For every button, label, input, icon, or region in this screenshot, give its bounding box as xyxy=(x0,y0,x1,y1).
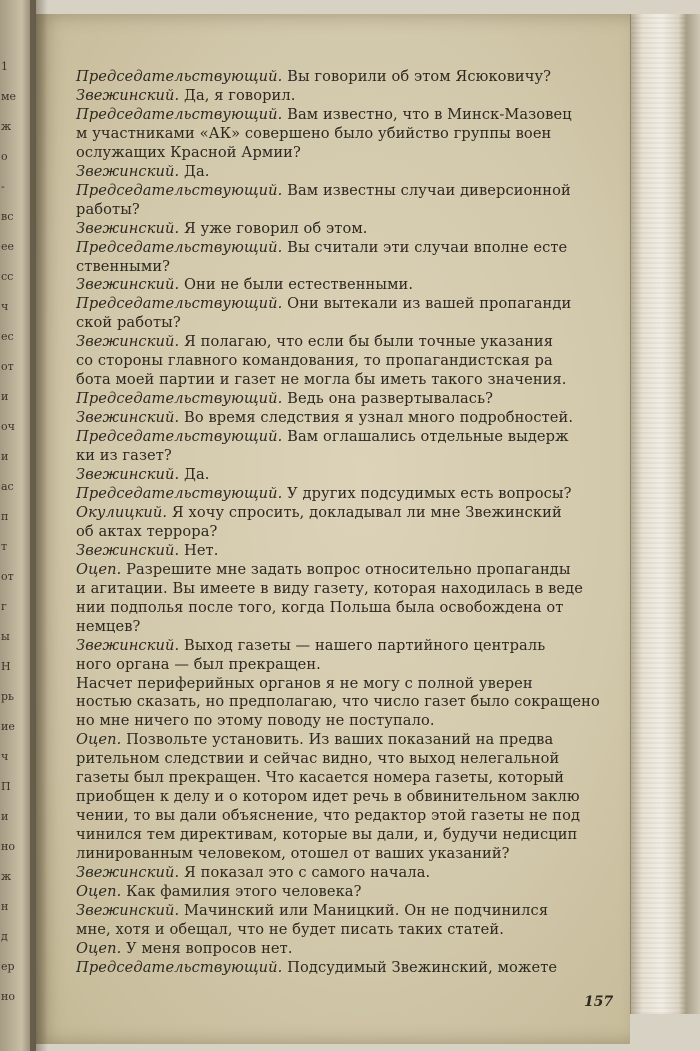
left-page-fragment: ч xyxy=(1,750,9,763)
speaker-name: Председательствующий. xyxy=(76,68,283,85)
line-text: ки из газет? xyxy=(76,447,172,465)
speaker-name: Оцеп. xyxy=(76,560,122,578)
line-text: работы? xyxy=(76,200,140,218)
text-line xyxy=(76,485,606,504)
text-line xyxy=(76,466,606,485)
text-line xyxy=(76,428,606,447)
line-text: газеты был прекращен. Что касается номера газеты, который xyxy=(76,769,565,787)
text-line xyxy=(76,125,606,144)
line-text: Вам известны случаи диверсионной xyxy=(282,181,571,199)
left-page-fragment: сс xyxy=(1,270,14,283)
left-page-fragment: ас xyxy=(1,480,14,493)
left-page-fragment: Н xyxy=(1,660,11,673)
speaker-name: Звежинский. xyxy=(76,541,180,559)
line-text: Мачинский или Маницкий. Он не подчинился xyxy=(179,901,549,919)
line-text: Выход газеты — нашего партийного централь xyxy=(179,636,546,654)
text-line xyxy=(76,239,606,258)
text-line xyxy=(76,826,606,845)
text-line xyxy=(76,144,606,163)
text-line xyxy=(76,561,606,580)
text-line xyxy=(76,542,606,561)
book-spine xyxy=(630,14,687,1014)
text-line xyxy=(76,182,606,201)
line-text: Они не были естественными. xyxy=(179,276,414,294)
text-line xyxy=(76,220,606,239)
line-text: Вы говорили об этом Ясюковичу? xyxy=(282,68,552,85)
text-line xyxy=(76,883,606,902)
left-page-fragment: вс xyxy=(1,210,14,223)
line-text: Я уже говорил об этом. xyxy=(179,219,368,237)
left-page-fragment: ер xyxy=(1,960,15,973)
line-text: Вам оглашались отдельные выдерж xyxy=(282,428,569,446)
line-text: ностью сказать, но предполагаю, что число газет было сокращено xyxy=(76,693,600,711)
text-line xyxy=(76,580,606,599)
left-page-fragment: ие xyxy=(1,720,15,733)
text-line xyxy=(76,504,606,523)
left-page-fragment: ы xyxy=(1,630,10,643)
line-text: Я хочу спросить, докладывал ли мне Звежинский xyxy=(167,503,562,521)
speaker-name: Председательствующий. xyxy=(76,484,283,502)
text-line xyxy=(76,921,606,940)
text-line xyxy=(76,902,606,921)
text-line xyxy=(76,106,606,125)
line-text: У других подсудимых есть вопросы? xyxy=(282,484,572,502)
line-text: со стороны главного командования, то пропагандистская ра xyxy=(76,352,553,370)
text-line xyxy=(76,314,606,333)
left-page-fragment: от xyxy=(1,360,14,373)
speaker-name: Звежинский. xyxy=(76,86,180,104)
text-line xyxy=(76,333,606,352)
speaker-name: Звежинский. xyxy=(76,466,180,484)
left-page-fragment: ес xyxy=(1,330,14,343)
text-line xyxy=(76,68,606,87)
line-text: об актах террора? xyxy=(76,522,218,540)
line-text: нии подполья после того, когда Польша была освобождена от xyxy=(76,598,564,616)
text-line xyxy=(76,618,606,637)
line-text: Да, я говорил. xyxy=(179,86,296,104)
line-text: ской работы? xyxy=(76,314,181,332)
text-line xyxy=(76,637,606,656)
speaker-name: Председательствующий. xyxy=(76,428,283,446)
text-line xyxy=(76,409,606,428)
line-text: чинился тем директивам, которые вы дали, и, будучи недисцип xyxy=(76,826,578,844)
text-line xyxy=(76,807,606,826)
left-page-fragment: рь xyxy=(1,690,15,703)
line-text: Нет. xyxy=(179,541,219,559)
text-line xyxy=(76,675,606,694)
text-line xyxy=(76,87,606,106)
speaker-name: Звежинский. xyxy=(76,901,180,919)
text-line xyxy=(76,295,606,314)
line-text: Во время следствия я узнал много подробностей. xyxy=(179,409,574,427)
line-text: немцев? xyxy=(76,617,141,635)
speaker-name: Председательствующий. xyxy=(76,958,283,976)
left-page-fragment: г xyxy=(1,600,7,613)
speaker-name: Окулицкий. xyxy=(76,503,168,521)
text-line xyxy=(76,163,606,182)
left-page-fragment: но xyxy=(1,840,15,853)
line-text: Я полагаю, что если бы были точные указания xyxy=(179,333,554,351)
speaker-name: Председательствующий. xyxy=(76,105,283,123)
line-text: рительном следствии и сейчас видно, что выход нелегальной xyxy=(76,750,560,768)
line-text: ослужащих Красной Армии? xyxy=(76,143,301,161)
line-text: и агитации. Вы имеете в виду газету, которая находилась в веде xyxy=(76,579,583,597)
line-text: приобщен к делу и о котором идет речь в обвинительном заклю xyxy=(76,788,580,806)
left-page-fragment: и xyxy=(1,810,9,823)
line-text: мне, хотя и обещал, что не будет писать таких статей. xyxy=(76,920,504,938)
line-text: Насчет периферийных органов я не могу с полной уверен xyxy=(76,674,533,692)
speaker-name: Оцеп. xyxy=(76,939,122,957)
text-line xyxy=(76,371,606,390)
line-text: Да. xyxy=(179,466,210,484)
speaker-name: Оцеп. xyxy=(76,882,122,900)
left-page-fragment: оч xyxy=(1,420,15,433)
line-text: Вам известно, что в Минск-Мазовец xyxy=(282,105,572,123)
text-line xyxy=(76,788,606,807)
speaker-name: Звежинский. xyxy=(76,409,180,427)
line-text: Они вытекали из вашей пропаганди xyxy=(282,295,572,313)
speaker-name: Звежинский. xyxy=(76,276,180,294)
text-line xyxy=(76,599,606,618)
speaker-name: Председательствующий. xyxy=(76,295,283,313)
line-text: ственными? xyxy=(76,257,171,275)
line-text: но мне ничего по этому поводу не поступало. xyxy=(76,712,435,730)
line-text: ного органа — был прекращен. xyxy=(76,655,321,673)
text-line xyxy=(76,940,606,959)
text-line xyxy=(76,656,606,675)
left-page-fragment: ч xyxy=(1,300,9,313)
page-gutter-shadow xyxy=(30,0,48,1051)
speaker-name: Звежинский. xyxy=(76,162,180,180)
text-line xyxy=(76,201,606,220)
left-page-fragment: ж xyxy=(1,120,12,133)
page-number: 157 xyxy=(584,994,614,1010)
speaker-name: Председательствующий. xyxy=(76,238,283,256)
line-text: бота моей партии и газет не могла бы иметь такого значения. xyxy=(76,371,567,389)
line-text: Позвольте установить. Из ваших показаний на предва xyxy=(121,731,554,749)
text-line xyxy=(76,276,606,295)
speaker-name: Оцеп. xyxy=(76,731,122,749)
left-page-fragment: и xyxy=(1,450,9,463)
line-text: Вы считали эти случаи вполне есте xyxy=(282,238,568,256)
right-page xyxy=(36,14,630,1044)
left-page-fragment: п xyxy=(1,510,9,523)
left-page-fragment: о xyxy=(1,150,8,163)
text-line xyxy=(76,447,606,466)
left-page-fragment: ее xyxy=(1,240,15,253)
left-page-fragment: 1 xyxy=(1,60,8,73)
left-page-fragment: н xyxy=(1,900,9,913)
line-text: чении, то вы дали объяснение, что редактор этой газеты не под xyxy=(76,807,581,825)
speaker-name: Звежинский. xyxy=(76,864,180,882)
text-line xyxy=(76,523,606,542)
text-line xyxy=(76,750,606,769)
left-page-fragment: но xyxy=(1,990,15,1003)
line-text: Я показал это с самого начала. xyxy=(179,864,431,882)
line-text: Ведь она развертывалась? xyxy=(282,390,494,408)
speaker-name: Звежинский. xyxy=(76,636,180,654)
page-text xyxy=(76,68,606,978)
line-text: Подсудимый Звежинский, можете xyxy=(282,958,558,976)
text-line xyxy=(76,845,606,864)
line-text: Да. xyxy=(179,162,210,180)
left-page-fragment: от xyxy=(1,570,14,583)
line-text: м участниками «АК» совершено было убийство группы воен xyxy=(76,124,552,142)
line-text: Как фамилия этого человека? xyxy=(121,882,362,900)
line-text: Разрешите мне задать вопрос относительно пропаганды xyxy=(121,560,571,578)
speaker-name: Звежинский. xyxy=(76,333,180,351)
text-line xyxy=(76,352,606,371)
left-page-fragment: - xyxy=(1,180,5,193)
left-page-fragment: д xyxy=(1,930,8,943)
left-page-fragment: ж xyxy=(1,870,12,883)
left-page-fragment: и xyxy=(1,390,9,403)
left-page-fragment: ме xyxy=(1,90,17,103)
text-line xyxy=(76,390,606,409)
line-text: У меня вопросов нет. xyxy=(121,939,293,957)
line-text: линированным человеком, отошел от ваших указаний? xyxy=(76,845,510,863)
speaker-name: Председательствующий. xyxy=(76,181,283,199)
speaker-name: Председательствующий. xyxy=(76,390,283,408)
text-line xyxy=(76,959,606,978)
text-line xyxy=(76,864,606,883)
text-line xyxy=(76,693,606,712)
speaker-name: Звежинский. xyxy=(76,219,180,237)
text-line xyxy=(76,731,606,750)
text-line xyxy=(76,712,606,731)
text-line xyxy=(76,258,606,277)
left-page-fragment: т xyxy=(1,540,8,553)
book-edge xyxy=(686,14,700,1014)
left-page-fragment: П xyxy=(1,780,11,793)
text-line xyxy=(76,769,606,788)
